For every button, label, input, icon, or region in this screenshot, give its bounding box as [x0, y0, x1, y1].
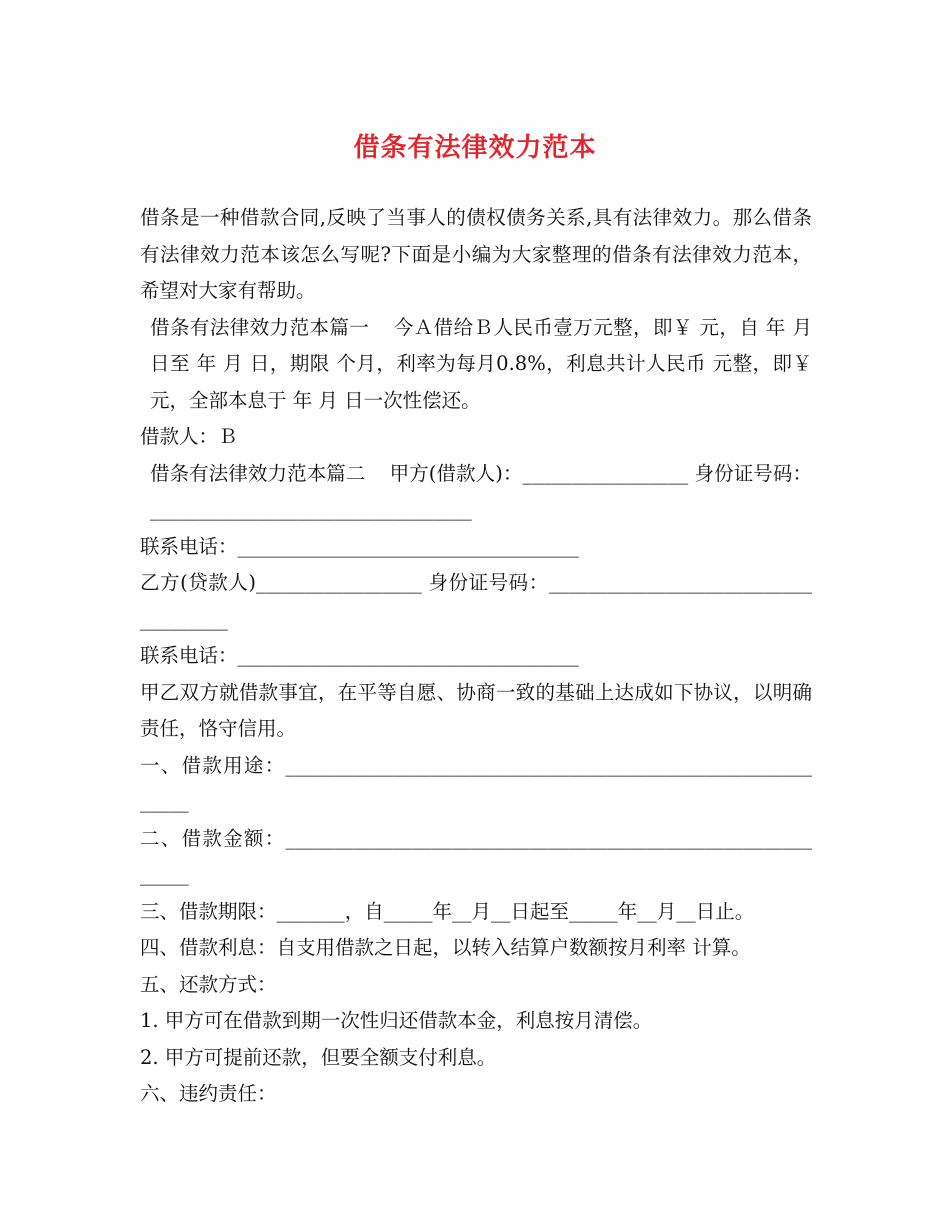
repayment-item-1: 1. 甲方可在借款到期一次性归还借款本金，利息按月清偿。 — [140, 1009, 653, 1032]
intro-paragraph: 借条是一种借款合同,反映了当事人的债权债务关系,具有法律效力。那么借条有法律效力范本该怎么写呢?下面是小编为大家整理的借条有法律效力范本，希望对大家有帮助。 — [140, 206, 812, 302]
borrower-line: 借款人：Ｂ — [140, 425, 238, 448]
repayment-item-2: 2. 甲方可提前还款，但要全额支付利息。 — [140, 1045, 497, 1069]
agreement-paragraph: 甲乙双方就借款事宜，在平等自愿、协商一致的基础上达成如下协议，以明确责任，恪守信用。 — [140, 680, 812, 740]
clause-liability: 六、违约责任： — [140, 1082, 277, 1105]
document-body — [140, 200, 812, 1113]
party-b-phone-line: 联系电话：___________________________________ — [140, 644, 579, 667]
sample2-paragraph — [140, 456, 812, 529]
clause-purpose: 一、借款用途：___________________________________________________________ — [140, 753, 812, 813]
document-title: 借条有法律效力范本 — [353, 133, 597, 163]
party-b-line: 乙方(贷款人)_________________ 身份证号码：____________________________________ — [140, 571, 812, 631]
sample1-heading: 借条有法律效力范本篇一 — [150, 315, 370, 339]
party-a-line: 甲方(借款人)：_________________ 身份证号码：_________________________________ — [150, 461, 812, 521]
sample1-paragraph — [140, 310, 812, 420]
clause-term: 三、借款期限：_______，自_____年__月__日起至_____年__月__日止。 — [140, 899, 755, 923]
sample1-body: 今Ａ借给Ｂ人民币壹万元整，即￥ 元，自 年 月 日至 年 月 日，期限 个月，利率为每月0.8%，利息共计人民币 元整，即￥ 元，全部本息于 年 月 日一次性偿还。 — [150, 315, 812, 412]
clause-amount: 二、借款金额：___________________________________________________________ — [140, 826, 812, 886]
clause-repayment: 五、还款方式： — [140, 972, 277, 996]
party-a-phone-line: 联系电话：___________________________________ — [140, 534, 579, 558]
sample2-heading: 借条有法律效力范本篇二 — [150, 461, 366, 485]
clause-interest: 四、借款利息：自支用借款之日起，以转入结算户数额按月利率 计算。 — [140, 936, 751, 959]
